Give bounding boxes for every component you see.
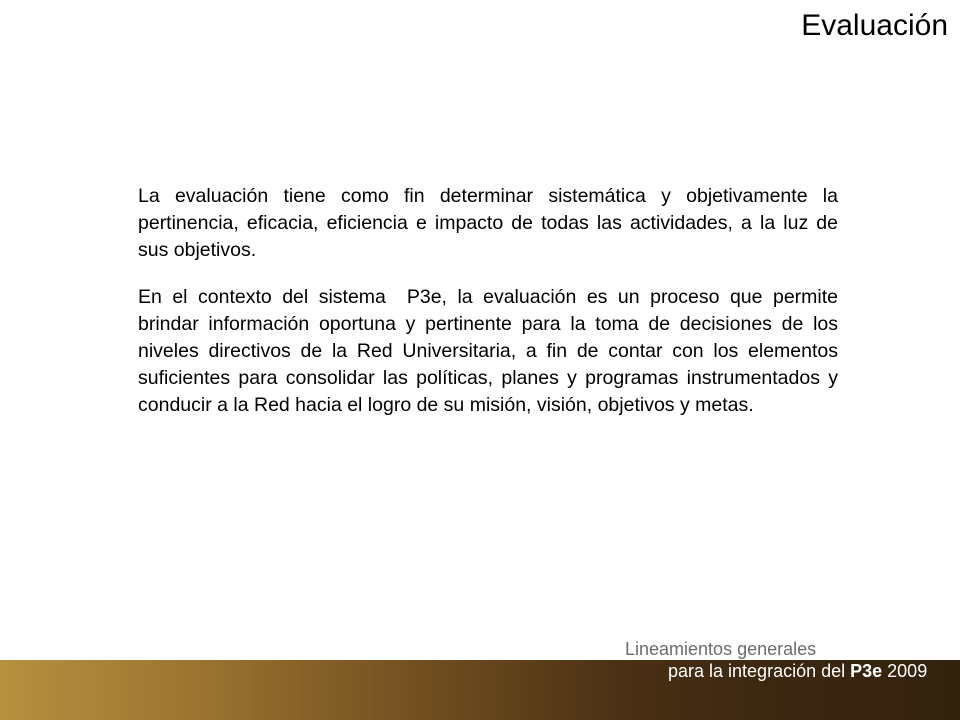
- footer-year: 2009: [882, 661, 928, 681]
- footer-brand: P3e: [850, 661, 883, 681]
- paragraph-context: En el contexto del sistema P3e, la evaluación es un proceso que permite brindar información oportuna y pertinente para la toma de decisiones de los niveles directivos de la Red Universitaria, a fin de contar con los elementos suficientes para consolidar las políticas, planes y programas instrumentados y conducir a la Red hacia el logro de su misión, visión, objetivos y metas.: [138, 286, 844, 416]
- paragraph-definition: La evaluación tiene como fin determinar sistemática y objetivamente la pertinencia, eficacia, eficiencia e impacto de todas las actividades, a la luz de sus objetivos.: [138, 185, 844, 261]
- body-text: [138, 183, 844, 439]
- slide-title: Evaluación: [801, 9, 948, 42]
- footer-subtitle: [668, 660, 927, 682]
- footer-subtitle-prefix: para la integración del: [668, 661, 851, 681]
- footer-title: Lineamientos generales: [625, 639, 817, 659]
